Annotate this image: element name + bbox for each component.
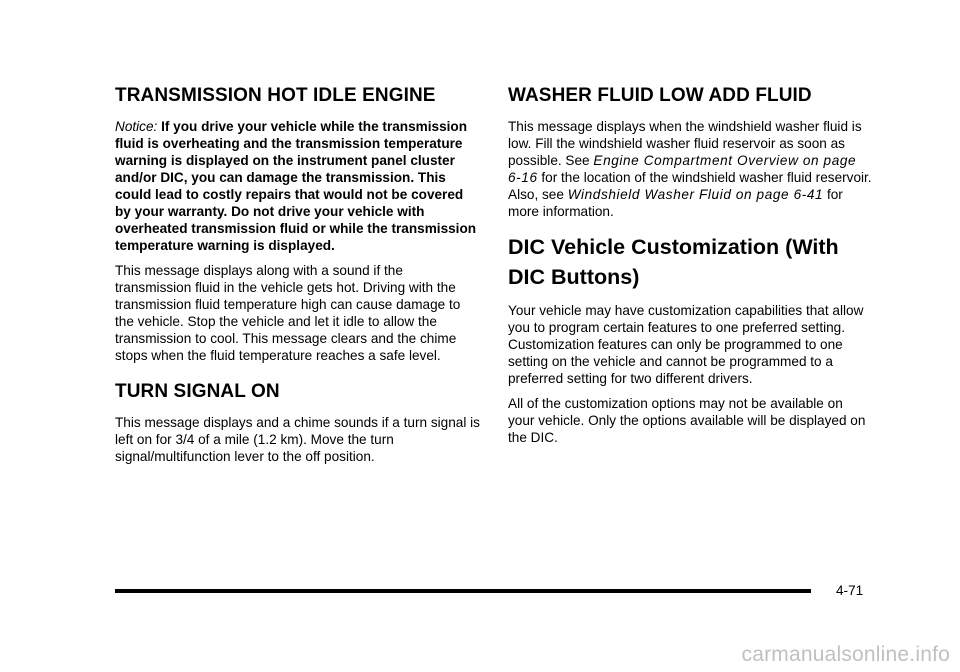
- washer-body-1: This message displays when the windshield washer fluid is low. Fill the windshield washer fluid reservoir as soon as possible. See: [508, 119, 862, 168]
- washer-fluid-xref[interactable]: Windshield Washer Fluid on page 6-41: [567, 187, 824, 202]
- dic-customization-heading: DIC Vehicle Customization (With DIC Buttons): [508, 235, 839, 289]
- turn-signal-heading: TURN SIGNAL ON: [115, 381, 280, 402]
- dic-para-1: Your vehicle may have customization capabilities that allow you to program certain features to one preferred setting. Customization features can only be programmed to one setting on the vehicle and cannot be programmed to a preferred setting for two different drivers.: [508, 303, 864, 386]
- right-column: [508, 84, 872, 454]
- notice-label: Notice:: [115, 119, 158, 134]
- washer-body: [508, 118, 872, 220]
- washer-heading: WASHER FLUID LOW ADD FLUID: [508, 85, 812, 106]
- transmission-body: This message displays along with a sound if the transmission fluid in the vehicle gets hot. Driving with the transmission fluid temperature high can cause damage to the vehicle. Stop the vehicle and let it idle to allow the transmission to cool. This message clears and the chime stops when the fluid temperature reaches a safe level.: [115, 263, 461, 363]
- washer-body-2: for the location of the windshield washer fluid reservoir. Also, see: [508, 170, 872, 202]
- engine-compartment-xref[interactable]: Engine Compartment Overview on page 6-16: [508, 153, 857, 185]
- turn-signal-body: This message displays and a chime sounds if a turn signal is left on for 3/4 of a mile (1.2 km). Move the turn signal/multifunction lever to the off position.: [115, 415, 480, 464]
- dic-para-2: All of the customization options may not be available on your vehicle. Only the options available will be displayed on the DIC.: [508, 396, 866, 445]
- notice-text: If you drive your vehicle while the transmission fluid is overheating and the transmission temperature warning is displayed on the instrument panel cluster and/or DIC, you can damage the transmission. This could lead to costly repairs that would not be covered by your warranty. Do not drive your vehicle with overheated transmission fluid or while the transmission temperature warning is displayed.: [115, 119, 477, 253]
- left-column: [115, 84, 481, 473]
- washer-body-3: for more information.: [508, 187, 843, 219]
- footer-rule: [115, 589, 811, 593]
- transmission-notice: [115, 118, 481, 254]
- page-number: 4-71: [836, 583, 864, 598]
- transmission-heading: TRANSMISSION HOT IDLE ENGINE: [115, 85, 436, 106]
- watermark: carmanualsonline.info: [741, 643, 950, 666]
